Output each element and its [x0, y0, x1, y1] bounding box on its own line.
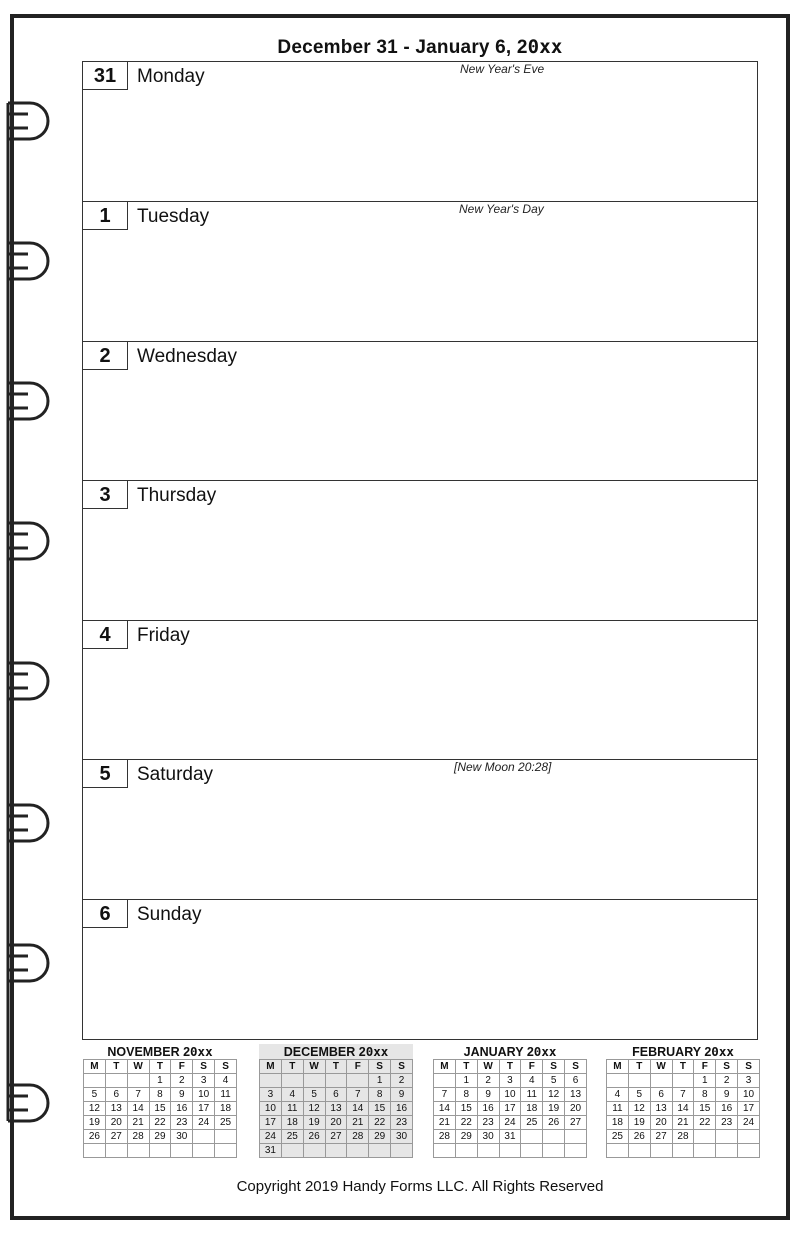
date-cell[interactable]: 19 — [543, 1102, 565, 1116]
binder-ring-tab — [8, 243, 48, 279]
week-title-year: 0xx — [527, 36, 563, 58]
day-name: Sunday — [137, 904, 202, 925]
date-cell[interactable]: 12 — [543, 1088, 565, 1102]
date-cell[interactable]: 14 — [127, 1102, 149, 1116]
week-row — [607, 1074, 760, 1088]
date-cell[interactable]: 25 — [521, 1116, 543, 1130]
day-name: Wednesday — [137, 346, 237, 367]
date-cell[interactable]: 13 — [650, 1102, 672, 1116]
date-cell — [193, 1130, 215, 1144]
date-cell — [281, 1144, 303, 1158]
week-title — [82, 36, 758, 59]
date-cell[interactable]: 4 — [607, 1088, 629, 1102]
date-cell — [650, 1074, 672, 1088]
date-cell[interactable]: 5 — [84, 1088, 106, 1102]
weekday-header: F — [694, 1060, 716, 1074]
weekday-header: T — [281, 1060, 303, 1074]
date-cell — [105, 1144, 127, 1158]
date-cell[interactable]: 30 — [171, 1130, 193, 1144]
date-cell — [347, 1144, 369, 1158]
day-name: Friday — [137, 625, 190, 646]
date-cell[interactable]: 25 — [607, 1130, 629, 1144]
day-name: Saturday — [137, 764, 214, 785]
weekday-header: W — [477, 1060, 499, 1074]
date-cell — [171, 1144, 193, 1158]
day-block-saturday[interactable] — [83, 759, 757, 899]
date-cell — [694, 1130, 716, 1144]
weekday-header: T — [672, 1060, 694, 1074]
day-name: Tuesday — [137, 206, 210, 227]
binder-ring-tab — [8, 663, 48, 699]
week-row — [434, 1144, 587, 1158]
date-cell[interactable]: 1 — [455, 1074, 477, 1088]
week-row — [607, 1130, 760, 1144]
weekday-header: M — [84, 1060, 106, 1074]
mini-calendar-february — [606, 1044, 760, 1158]
week-row — [84, 1088, 237, 1102]
date-cell[interactable]: 26 — [303, 1130, 325, 1144]
mini-calendar-grid — [606, 1059, 760, 1158]
date-cell — [434, 1074, 456, 1088]
date-cell[interactable]: 27 — [565, 1116, 587, 1130]
date-cell — [369, 1144, 391, 1158]
day-number: 5 — [83, 760, 128, 788]
date-cell[interactable]: 16 — [391, 1102, 413, 1116]
mini-calendar-grid — [83, 1059, 237, 1158]
date-cell[interactable]: 7 — [672, 1088, 694, 1102]
date-cell — [303, 1074, 325, 1088]
mini-calendar-year: 0xx — [533, 1044, 557, 1059]
weekday-header-row — [434, 1060, 587, 1074]
date-cell[interactable]: 1 — [149, 1074, 171, 1088]
date-cell — [738, 1144, 760, 1158]
date-cell[interactable]: 26 — [628, 1130, 650, 1144]
date-cell[interactable]: 16 — [171, 1102, 193, 1116]
week-row — [260, 1144, 413, 1158]
date-cell[interactable]: 17 — [193, 1102, 215, 1116]
date-cell[interactable]: 27 — [325, 1130, 347, 1144]
date-cell — [434, 1144, 456, 1158]
mini-calendar-year: 0xx — [190, 1044, 213, 1059]
date-cell[interactable]: 15 — [694, 1102, 716, 1116]
mini-calendar-title — [606, 1044, 760, 1059]
date-cell[interactable]: 10 — [193, 1088, 215, 1102]
date-cell[interactable]: 6 — [565, 1074, 587, 1088]
date-cell — [543, 1130, 565, 1144]
date-cell[interactable]: 20 — [650, 1116, 672, 1130]
week-row — [607, 1102, 760, 1116]
date-cell[interactable]: 29 — [455, 1130, 477, 1144]
day-number: 2 — [83, 342, 128, 370]
weekday-header: T — [455, 1060, 477, 1074]
date-cell[interactable]: 7 — [347, 1088, 369, 1102]
date-cell[interactable]: 8 — [369, 1088, 391, 1102]
date-cell[interactable]: 14 — [347, 1102, 369, 1116]
mini-calendar-november — [83, 1044, 237, 1158]
date-cell — [127, 1074, 149, 1088]
week-row — [84, 1116, 237, 1130]
date-cell[interactable]: 29 — [149, 1130, 171, 1144]
day-number: 1 — [83, 202, 128, 230]
date-cell[interactable]: 12 — [84, 1102, 106, 1116]
date-cell[interactable]: 11 — [521, 1088, 543, 1102]
date-cell[interactable]: 8 — [694, 1088, 716, 1102]
weekday-header: T — [149, 1060, 171, 1074]
mini-calendar-month: FEBRUARY 2 — [632, 1045, 712, 1059]
holiday-note: New Year's Eve — [460, 62, 545, 76]
date-cell[interactable]: 15 — [369, 1102, 391, 1116]
weekday-header: F — [347, 1060, 369, 1074]
date-cell — [628, 1144, 650, 1158]
date-cell — [303, 1144, 325, 1158]
date-cell[interactable]: 3 — [499, 1074, 521, 1088]
date-cell[interactable]: 14 — [672, 1102, 694, 1116]
date-cell[interactable]: 21 — [347, 1116, 369, 1130]
date-cell[interactable]: 20 — [325, 1116, 347, 1130]
date-cell[interactable]: 22 — [369, 1116, 391, 1130]
date-cell — [347, 1074, 369, 1088]
date-cell[interactable]: 20 — [105, 1116, 127, 1130]
day-block-sunday[interactable] — [83, 899, 757, 1039]
weekday-header: F — [521, 1060, 543, 1074]
date-cell — [716, 1144, 738, 1158]
date-cell[interactable]: 9 — [477, 1088, 499, 1102]
date-cell[interactable]: 21 — [672, 1116, 694, 1130]
date-cell[interactable]: 17 — [260, 1116, 282, 1130]
date-cell[interactable]: 18 — [521, 1102, 543, 1116]
mini-calendar-title — [433, 1044, 587, 1059]
weekday-header-row — [607, 1060, 760, 1074]
date-cell — [521, 1130, 543, 1144]
week-row — [260, 1116, 413, 1130]
date-cell[interactable]: 28 — [127, 1130, 149, 1144]
day-number: 3 — [83, 481, 128, 509]
date-cell[interactable]: 3 — [193, 1074, 215, 1088]
date-cell — [325, 1144, 347, 1158]
day-block-friday[interactable] — [83, 620, 757, 760]
day-block-thursday[interactable] — [83, 480, 757, 620]
date-cell[interactable]: 17 — [738, 1102, 760, 1116]
date-cell[interactable]: 26 — [84, 1130, 106, 1144]
week-row — [260, 1102, 413, 1116]
date-cell[interactable]: 21 — [127, 1116, 149, 1130]
date-cell[interactable]: 3 — [738, 1074, 760, 1088]
date-cell[interactable]: 19 — [84, 1116, 106, 1130]
weekday-header: S — [215, 1060, 237, 1074]
date-cell[interactable]: 1 — [369, 1074, 391, 1088]
date-cell[interactable]: 16 — [716, 1102, 738, 1116]
weekday-header: S — [193, 1060, 215, 1074]
date-cell[interactable]: 7 — [434, 1088, 456, 1102]
date-cell[interactable]: 15 — [455, 1102, 477, 1116]
date-cell[interactable]: 24 — [499, 1116, 521, 1130]
date-cell — [565, 1144, 587, 1158]
week-row — [84, 1130, 237, 1144]
day-block-monday[interactable] — [83, 62, 757, 202]
date-cell[interactable]: 4 — [521, 1074, 543, 1088]
date-cell[interactable]: 12 — [628, 1102, 650, 1116]
date-cell — [105, 1074, 127, 1088]
date-cell[interactable]: 7 — [127, 1088, 149, 1102]
date-cell — [628, 1074, 650, 1088]
date-cell[interactable]: 18 — [281, 1116, 303, 1130]
mini-calendar-month: JANUARY 2 — [463, 1045, 534, 1059]
date-cell[interactable]: 28 — [347, 1130, 369, 1144]
date-cell — [672, 1074, 694, 1088]
weekday-header-row — [84, 1060, 237, 1074]
weekday-header: S — [716, 1060, 738, 1074]
date-cell[interactable]: 28 — [434, 1130, 456, 1144]
date-cell[interactable]: 19 — [303, 1116, 325, 1130]
date-cell[interactable]: 22 — [149, 1116, 171, 1130]
date-cell — [607, 1074, 629, 1088]
week-row — [607, 1088, 760, 1102]
date-cell[interactable]: 6 — [650, 1088, 672, 1102]
date-cell[interactable]: 27 — [105, 1130, 127, 1144]
date-cell[interactable]: 15 — [149, 1102, 171, 1116]
copyright-footer: Copyright 2019 Handy Forms LLC. All Rights Reserved — [236, 1178, 604, 1195]
mini-calendar-title — [83, 1044, 237, 1059]
date-cell — [738, 1130, 760, 1144]
date-cell[interactable]: 2 — [477, 1074, 499, 1088]
date-cell[interactable]: 22 — [455, 1116, 477, 1130]
date-cell[interactable]: 30 — [477, 1130, 499, 1144]
weekday-header: W — [650, 1060, 672, 1074]
mini-calendar-january — [433, 1044, 587, 1158]
date-cell[interactable]: 24 — [260, 1130, 282, 1144]
mini-calendar-december — [259, 1044, 413, 1158]
weekday-header: M — [434, 1060, 456, 1074]
date-cell[interactable]: 31 — [260, 1144, 282, 1158]
binder-ring-tab — [8, 805, 48, 841]
date-cell[interactable]: 9 — [391, 1088, 413, 1102]
date-cell — [215, 1130, 237, 1144]
binder-ring-tab — [8, 383, 48, 419]
week-row — [84, 1102, 237, 1116]
weekday-header: W — [303, 1060, 325, 1074]
week-row — [434, 1130, 587, 1144]
date-cell[interactable]: 30 — [391, 1130, 413, 1144]
date-cell[interactable]: 20 — [565, 1102, 587, 1116]
date-cell[interactable]: 10 — [260, 1102, 282, 1116]
mini-calendar-title — [259, 1044, 413, 1059]
date-cell — [325, 1074, 347, 1088]
date-cell — [543, 1144, 565, 1158]
week-row — [84, 1074, 237, 1088]
weekday-header: S — [738, 1060, 760, 1074]
day-block-tuesday[interactable] — [83, 201, 757, 341]
date-cell[interactable]: 3 — [260, 1088, 282, 1102]
weekday-header: F — [171, 1060, 193, 1074]
date-cell[interactable]: 6 — [105, 1088, 127, 1102]
mini-calendar-month: DECEMBER 2 — [283, 1045, 366, 1059]
weekday-header-row — [260, 1060, 413, 1074]
date-cell — [521, 1144, 543, 1158]
date-cell[interactable]: 18 — [215, 1102, 237, 1116]
mini-calendar-month: NOVEMBER 2 — [107, 1045, 191, 1059]
week-row — [260, 1088, 413, 1102]
day-block-wednesday[interactable] — [83, 341, 757, 481]
date-cell[interactable]: 11 — [215, 1088, 237, 1102]
day-name: Monday — [137, 66, 205, 87]
weekday-header: M — [607, 1060, 629, 1074]
mini-calendar-grid — [433, 1059, 587, 1158]
weekday-header: T — [628, 1060, 650, 1074]
date-cell[interactable]: 13 — [325, 1102, 347, 1116]
date-cell[interactable]: 31 — [499, 1130, 521, 1144]
date-cell[interactable]: 25 — [215, 1116, 237, 1130]
date-cell[interactable]: 28 — [672, 1130, 694, 1144]
date-cell[interactable]: 5 — [543, 1074, 565, 1088]
weekday-header: W — [127, 1060, 149, 1074]
binder-ring-tab — [8, 103, 48, 139]
date-cell[interactable]: 12 — [303, 1102, 325, 1116]
date-cell[interactable]: 4 — [215, 1074, 237, 1088]
holiday-note: New Year's Day — [459, 202, 544, 216]
date-cell[interactable]: 27 — [650, 1130, 672, 1144]
week-row — [434, 1088, 587, 1102]
mini-calendar-year: 0xx — [711, 1044, 734, 1059]
date-cell[interactable]: 23 — [716, 1116, 738, 1130]
binder-ring-tab — [8, 523, 48, 559]
weekday-header: T — [499, 1060, 521, 1074]
date-cell[interactable]: 2 — [716, 1074, 738, 1088]
date-cell[interactable]: 16 — [477, 1102, 499, 1116]
date-cell — [193, 1144, 215, 1158]
date-cell — [281, 1074, 303, 1088]
date-cell[interactable]: 23 — [391, 1116, 413, 1130]
weekday-header: S — [391, 1060, 413, 1074]
week-row — [607, 1116, 760, 1130]
weekday-header: T — [325, 1060, 347, 1074]
date-cell[interactable]: 11 — [607, 1102, 629, 1116]
date-cell[interactable]: 11 — [281, 1102, 303, 1116]
date-cell[interactable]: 21 — [434, 1116, 456, 1130]
moon-phase-note: [New Moon 20:28] — [454, 760, 552, 774]
week-row — [260, 1130, 413, 1144]
date-cell — [477, 1144, 499, 1158]
week-row — [434, 1116, 587, 1130]
date-cell[interactable]: 8 — [455, 1088, 477, 1102]
date-cell — [149, 1144, 171, 1158]
week-row — [84, 1144, 237, 1158]
mini-calendar-year: 0xx — [365, 1044, 389, 1059]
week-row — [260, 1074, 413, 1088]
date-cell[interactable]: 5 — [303, 1088, 325, 1102]
date-cell — [391, 1144, 413, 1158]
weekday-header: S — [543, 1060, 565, 1074]
week-row — [607, 1144, 760, 1158]
date-cell[interactable]: 24 — [193, 1116, 215, 1130]
week-row — [434, 1074, 587, 1088]
weekday-header: S — [369, 1060, 391, 1074]
weekday-header: M — [260, 1060, 282, 1074]
date-cell[interactable]: 6 — [325, 1088, 347, 1102]
weekday-header: T — [105, 1060, 127, 1074]
date-cell — [716, 1130, 738, 1144]
date-cell[interactable]: 29 — [369, 1130, 391, 1144]
day-name: Thursday — [137, 485, 217, 506]
week-row — [434, 1102, 587, 1116]
day-number: 31 — [83, 62, 128, 90]
date-cell — [84, 1144, 106, 1158]
date-cell[interactable]: 13 — [565, 1088, 587, 1102]
date-cell[interactable]: 9 — [171, 1088, 193, 1102]
date-cell — [127, 1144, 149, 1158]
date-cell[interactable]: 22 — [694, 1116, 716, 1130]
binder-rings — [0, 0, 60, 1238]
date-cell — [260, 1074, 282, 1088]
date-cell[interactable]: 23 — [477, 1116, 499, 1130]
binder-ring-tab — [8, 1085, 48, 1121]
date-cell[interactable]: 2 — [391, 1074, 413, 1088]
date-cell[interactable]: 5 — [628, 1088, 650, 1102]
date-cell — [607, 1144, 629, 1158]
date-cell — [499, 1144, 521, 1158]
date-cell[interactable]: 9 — [716, 1088, 738, 1102]
week-title-text: December 31 - January 6, 2 — [277, 37, 528, 58]
date-cell — [215, 1144, 237, 1158]
binder-ring-tab — [8, 945, 48, 981]
date-cell[interactable]: 10 — [499, 1088, 521, 1102]
date-cell — [672, 1144, 694, 1158]
date-cell[interactable]: 4 — [281, 1088, 303, 1102]
date-cell[interactable]: 26 — [543, 1116, 565, 1130]
mini-calendar-grid — [259, 1059, 413, 1158]
days-grid — [82, 61, 758, 1040]
date-cell[interactable]: 10 — [738, 1088, 760, 1102]
date-cell[interactable]: 8 — [149, 1088, 171, 1102]
date-cell[interactable]: 13 — [105, 1102, 127, 1116]
date-cell[interactable]: 19 — [628, 1116, 650, 1130]
date-cell[interactable]: 18 — [607, 1116, 629, 1130]
day-number: 6 — [83, 900, 128, 928]
date-cell[interactable]: 24 — [738, 1116, 760, 1130]
date-cell — [650, 1144, 672, 1158]
date-cell[interactable]: 1 — [694, 1074, 716, 1088]
date-cell — [455, 1144, 477, 1158]
date-cell[interactable]: 14 — [434, 1102, 456, 1116]
day-number: 4 — [83, 621, 128, 649]
date-cell — [565, 1130, 587, 1144]
date-cell — [84, 1074, 106, 1088]
date-cell[interactable]: 25 — [281, 1130, 303, 1144]
date-cell[interactable]: 2 — [171, 1074, 193, 1088]
date-cell — [694, 1144, 716, 1158]
date-cell[interactable]: 17 — [499, 1102, 521, 1116]
date-cell[interactable]: 23 — [171, 1116, 193, 1130]
weekday-header: S — [565, 1060, 587, 1074]
